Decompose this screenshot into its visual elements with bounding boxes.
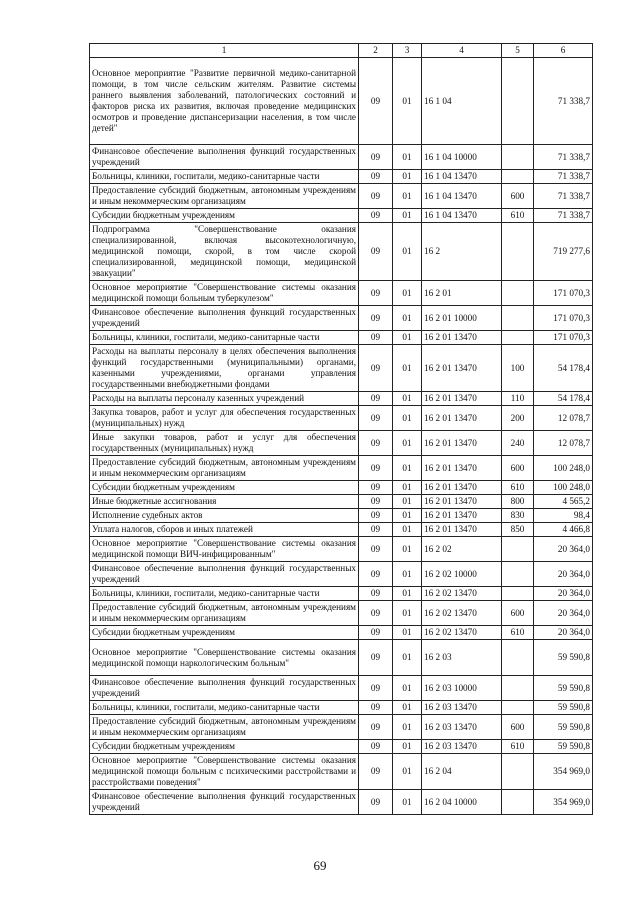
row-amount: 171 070,3	[534, 281, 593, 306]
row-expense-type	[502, 587, 534, 601]
row-expense-type: 610	[502, 626, 534, 640]
row-expense-type: 600	[502, 601, 534, 626]
row-target-article: 16 2	[422, 223, 502, 281]
row-name: Расходы на выплаты персоналу казенных учреждений	[90, 392, 359, 406]
row-target-article: 16 2 01 13470	[422, 345, 502, 392]
row-section-code: 09	[359, 562, 393, 587]
row-amount: 171 070,3	[534, 306, 593, 331]
row-amount: 98,4	[534, 509, 593, 523]
table-row	[90, 145, 593, 170]
row-expense-type: 600	[502, 184, 534, 209]
row-target-article: 16 1 04 13470	[422, 170, 502, 184]
row-target-article: 16 2 03 13470	[422, 715, 502, 740]
row-section-code: 09	[359, 587, 393, 601]
row-name: Основное мероприятие "Совершенствование системы оказания медицинской помощи ВИЧ-инфицированным"	[90, 537, 359, 562]
row-section-code: 09	[359, 715, 393, 740]
row-section-code: 09	[359, 209, 393, 223]
table-row	[90, 281, 593, 306]
row-section-code: 09	[359, 509, 393, 523]
row-expense-type: 200	[502, 406, 534, 431]
row-section-code: 09	[359, 740, 393, 754]
row-expense-type: 110	[502, 392, 534, 406]
table-row	[90, 331, 593, 345]
row-subsection-code: 01	[393, 701, 422, 715]
table-row	[90, 431, 593, 456]
table-row	[90, 481, 593, 495]
row-section-code: 09	[359, 481, 393, 495]
table-row	[90, 406, 593, 431]
row-subsection-code: 01	[393, 481, 422, 495]
row-section-code: 09	[359, 58, 393, 145]
row-name: Иные закупки товаров, работ и услуг для обеспечения государственных (муниципальных) нужд	[90, 431, 359, 456]
table-row	[90, 701, 593, 715]
row-expense-type	[502, 306, 534, 331]
row-subsection-code: 01	[393, 58, 422, 145]
row-expense-type: 830	[502, 509, 534, 523]
table-row	[90, 790, 593, 815]
column-header: 6	[534, 44, 593, 58]
row-target-article: 16 2 03 13470	[422, 740, 502, 754]
row-amount: 20 364,0	[534, 562, 593, 587]
row-target-article: 16 2 01 13470	[422, 331, 502, 345]
row-name: Финансовое обеспечение выполнения функций государственных учреждений	[90, 790, 359, 815]
row-subsection-code: 01	[393, 626, 422, 640]
row-name: Предоставление субсидий бюджетным, автономным учреждениям и иным некоммерческим организациям	[90, 184, 359, 209]
row-section-code: 09	[359, 406, 393, 431]
row-name: Основное мероприятие "Развитие первичной медико-санитарной помощи, в том числе сельским жителям. Развитие системы раннего выявления заболеваний, патологических состояний и факторов риска их развития, включая проведение медицинских осмотров и проведение диспансеризации населения, в том числе детей"	[90, 58, 359, 145]
row-subsection-code: 01	[393, 562, 422, 587]
row-amount: 59 590,8	[534, 676, 593, 701]
row-name: Предоставление субсидий бюджетным, автономным учреждениям и иным некоммерческим организациям	[90, 601, 359, 626]
table-row	[90, 537, 593, 562]
row-section-code: 09	[359, 456, 393, 481]
table-row	[90, 509, 593, 523]
row-subsection-code: 01	[393, 209, 422, 223]
row-amount: 12 078,7	[534, 406, 593, 431]
row-section-code: 09	[359, 431, 393, 456]
row-name: Финансовое обеспечение выполнения функций государственных учреждений	[90, 562, 359, 587]
row-subsection-code: 01	[393, 281, 422, 306]
row-expense-type: 600	[502, 456, 534, 481]
table-header-row	[90, 44, 593, 58]
row-subsection-code: 01	[393, 331, 422, 345]
row-expense-type: 610	[502, 209, 534, 223]
row-expense-type	[502, 676, 534, 701]
row-section-code: 09	[359, 306, 393, 331]
row-amount: 354 969,0	[534, 754, 593, 790]
table-row	[90, 523, 593, 537]
budget-table	[89, 43, 593, 815]
row-amount: 4 466,8	[534, 523, 593, 537]
row-expense-type: 800	[502, 495, 534, 509]
row-amount: 59 590,8	[534, 701, 593, 715]
row-amount: 71 338,7	[534, 209, 593, 223]
table-row	[90, 640, 593, 676]
row-section-code: 09	[359, 701, 393, 715]
row-target-article: 16 2 01 13470	[422, 456, 502, 481]
table-row	[90, 170, 593, 184]
row-name: Финансовое обеспечение выполнения функций государственных учреждений	[90, 306, 359, 331]
row-amount: 71 338,7	[534, 58, 593, 145]
row-expense-type	[502, 58, 534, 145]
table-row	[90, 456, 593, 481]
row-expense-type: 610	[502, 740, 534, 754]
row-expense-type	[502, 170, 534, 184]
row-expense-type	[502, 281, 534, 306]
page-number: 69	[313, 858, 327, 873]
row-subsection-code: 01	[393, 523, 422, 537]
row-subsection-code: 01	[393, 790, 422, 815]
row-section-code: 09	[359, 601, 393, 626]
table-row	[90, 392, 593, 406]
table-row	[90, 209, 593, 223]
row-section-code: 09	[359, 537, 393, 562]
row-section-code: 09	[359, 523, 393, 537]
row-expense-type	[502, 223, 534, 281]
row-expense-type	[502, 145, 534, 170]
row-name: Финансовое обеспечение выполнения функций государственных учреждений	[90, 676, 359, 701]
row-name: Субсидии бюджетным учреждениям	[90, 740, 359, 754]
row-name: Предоставление субсидий бюджетным, автономным учреждениям и иным некоммерческим организациям	[90, 456, 359, 481]
row-target-article: 16 1 04 10000	[422, 145, 502, 170]
row-section-code: 09	[359, 345, 393, 392]
table-row	[90, 495, 593, 509]
row-amount: 20 364,0	[534, 601, 593, 626]
row-expense-type: 610	[502, 481, 534, 495]
table-row	[90, 601, 593, 626]
row-subsection-code: 01	[393, 537, 422, 562]
row-target-article: 16 2 01 13470	[422, 509, 502, 523]
row-subsection-code: 01	[393, 184, 422, 209]
row-target-article: 16 2 03	[422, 640, 502, 676]
table-row	[90, 306, 593, 331]
row-target-article: 16 2 04	[422, 754, 502, 790]
row-name: Больницы, клиники, госпитали, медико-санитарные части	[90, 331, 359, 345]
row-amount: 20 364,0	[534, 626, 593, 640]
row-section-code: 09	[359, 640, 393, 676]
row-target-article: 16 2 01 13470	[422, 481, 502, 495]
row-target-article: 16 1 04 13470	[422, 209, 502, 223]
row-amount: 54 178,4	[534, 392, 593, 406]
row-name: Предоставление субсидий бюджетным, автономным учреждениям и иным некоммерческим организациям	[90, 715, 359, 740]
row-name: Иные бюджетные ассигнования	[90, 495, 359, 509]
table-row	[90, 562, 593, 587]
row-expense-type	[502, 537, 534, 562]
row-expense-type	[502, 331, 534, 345]
row-section-code: 09	[359, 676, 393, 701]
table-row	[90, 184, 593, 209]
row-section-code: 09	[359, 495, 393, 509]
row-subsection-code: 01	[393, 170, 422, 184]
row-name: Субсидии бюджетным учреждениям	[90, 481, 359, 495]
row-subsection-code: 01	[393, 715, 422, 740]
row-subsection-code: 01	[393, 601, 422, 626]
row-target-article: 16 2 01 13470	[422, 495, 502, 509]
column-header: 4	[422, 44, 502, 58]
row-name: Субсидии бюджетным учреждениям	[90, 626, 359, 640]
row-target-article: 16 2 01 13470	[422, 431, 502, 456]
row-amount: 4 565,2	[534, 495, 593, 509]
row-amount: 20 364,0	[534, 587, 593, 601]
row-subsection-code: 01	[393, 145, 422, 170]
row-amount: 59 590,8	[534, 715, 593, 740]
column-header: 2	[359, 44, 393, 58]
row-amount: 12 078,7	[534, 431, 593, 456]
table-row	[90, 58, 593, 145]
row-target-article: 16 1 04	[422, 58, 502, 145]
row-name: Исполнение судебных актов	[90, 509, 359, 523]
row-subsection-code: 01	[393, 456, 422, 481]
row-section-code: 09	[359, 281, 393, 306]
row-target-article: 16 2 03 13470	[422, 701, 502, 715]
row-section-code: 09	[359, 223, 393, 281]
row-subsection-code: 01	[393, 509, 422, 523]
row-subsection-code: 01	[393, 676, 422, 701]
row-section-code: 09	[359, 626, 393, 640]
row-expense-type	[502, 754, 534, 790]
row-name: Больницы, клиники, госпитали, медико-санитарные части	[90, 170, 359, 184]
row-subsection-code: 01	[393, 754, 422, 790]
row-subsection-code: 01	[393, 431, 422, 456]
row-expense-type: 100	[502, 345, 534, 392]
row-subsection-code: 01	[393, 495, 422, 509]
row-subsection-code: 01	[393, 392, 422, 406]
row-amount: 719 277,6	[534, 223, 593, 281]
row-name: Основное мероприятие "Совершенствование системы оказания медицинской помощи больным с психическими расстройствами и расстройствами поведения"	[90, 754, 359, 790]
row-target-article: 16 2 01 10000	[422, 306, 502, 331]
row-name: Субсидии бюджетным учреждениям	[90, 209, 359, 223]
row-section-code: 09	[359, 184, 393, 209]
row-amount: 59 590,8	[534, 740, 593, 754]
table-row	[90, 223, 593, 281]
table-row	[90, 754, 593, 790]
row-name: Больницы, клиники, госпитали, медико-санитарные части	[90, 701, 359, 715]
row-subsection-code: 01	[393, 640, 422, 676]
table-row	[90, 715, 593, 740]
row-target-article: 16 2 02	[422, 537, 502, 562]
row-target-article: 16 2 01 13470	[422, 523, 502, 537]
row-expense-type	[502, 790, 534, 815]
row-name: Закупка товаров, работ и услуг для обеспечения государственных (муниципальных) нужд	[90, 406, 359, 431]
row-name: Уплата налогов, сборов и иных платежей	[90, 523, 359, 537]
row-subsection-code: 01	[393, 406, 422, 431]
row-subsection-code: 01	[393, 306, 422, 331]
row-subsection-code: 01	[393, 345, 422, 392]
row-name: Расходы на выплаты персоналу в целях обеспечения выполнения функций государственными (муниципальными) органами, казенными учреждениями, органами управления государственными внебюджетными фондами	[90, 345, 359, 392]
row-amount: 71 338,7	[534, 145, 593, 170]
row-name: Больницы, клиники, госпитали, медико-санитарные части	[90, 587, 359, 601]
row-name: Финансовое обеспечение выполнения функций государственных учреждений	[90, 145, 359, 170]
row-target-article: 16 2 01	[422, 281, 502, 306]
row-section-code: 09	[359, 170, 393, 184]
row-expense-type	[502, 701, 534, 715]
row-amount: 171 070,3	[534, 331, 593, 345]
row-target-article: 16 2 01 13470	[422, 406, 502, 431]
row-target-article: 16 2 02 13470	[422, 587, 502, 601]
column-header: 5	[502, 44, 534, 58]
row-name: Основное мероприятие "Совершенствование системы оказания медицинской помощи больным туберкулезом"	[90, 281, 359, 306]
row-target-article: 16 2 01 13470	[422, 392, 502, 406]
row-expense-type: 850	[502, 523, 534, 537]
table-row	[90, 626, 593, 640]
row-subsection-code: 01	[393, 223, 422, 281]
row-subsection-code: 01	[393, 740, 422, 754]
table-row	[90, 587, 593, 601]
row-expense-type	[502, 640, 534, 676]
row-expense-type: 600	[502, 715, 534, 740]
table-row	[90, 676, 593, 701]
row-section-code: 09	[359, 392, 393, 406]
row-amount: 354 969,0	[534, 790, 593, 815]
row-name: Основное мероприятие "Совершенствование системы оказания медицинской помощи наркологическим больным"	[90, 640, 359, 676]
row-amount: 59 590,8	[534, 640, 593, 676]
row-section-code: 09	[359, 790, 393, 815]
column-header: 3	[393, 44, 422, 58]
row-target-article: 16 2 02 13470	[422, 601, 502, 626]
row-amount: 71 338,7	[534, 170, 593, 184]
column-header: 1	[90, 44, 359, 58]
table-row	[90, 740, 593, 754]
row-expense-type	[502, 562, 534, 587]
row-section-code: 09	[359, 754, 393, 790]
row-name: Подпрограмма "Совершенствование оказания специализированной, включая высокотехнологичную, медицинской помощи, скорой, в том числе скорой специализированной, медицинской помощи, медицинской эвакуации"	[90, 223, 359, 281]
row-amount: 20 364,0	[534, 537, 593, 562]
row-target-article: 16 2 02 10000	[422, 562, 502, 587]
row-target-article: 16 1 04 13470	[422, 184, 502, 209]
row-subsection-code: 01	[393, 587, 422, 601]
row-amount: 100 248,0	[534, 481, 593, 495]
row-section-code: 09	[359, 331, 393, 345]
table-body	[90, 58, 593, 815]
table-row	[90, 345, 593, 392]
row-target-article: 16 2 04 10000	[422, 790, 502, 815]
row-section-code: 09	[359, 145, 393, 170]
row-target-article: 16 2 02 13470	[422, 626, 502, 640]
row-target-article: 16 2 03 10000	[422, 676, 502, 701]
row-expense-type: 240	[502, 431, 534, 456]
row-amount: 71 338,7	[534, 184, 593, 209]
row-amount: 54 178,4	[534, 345, 593, 392]
row-amount: 100 248,0	[534, 456, 593, 481]
